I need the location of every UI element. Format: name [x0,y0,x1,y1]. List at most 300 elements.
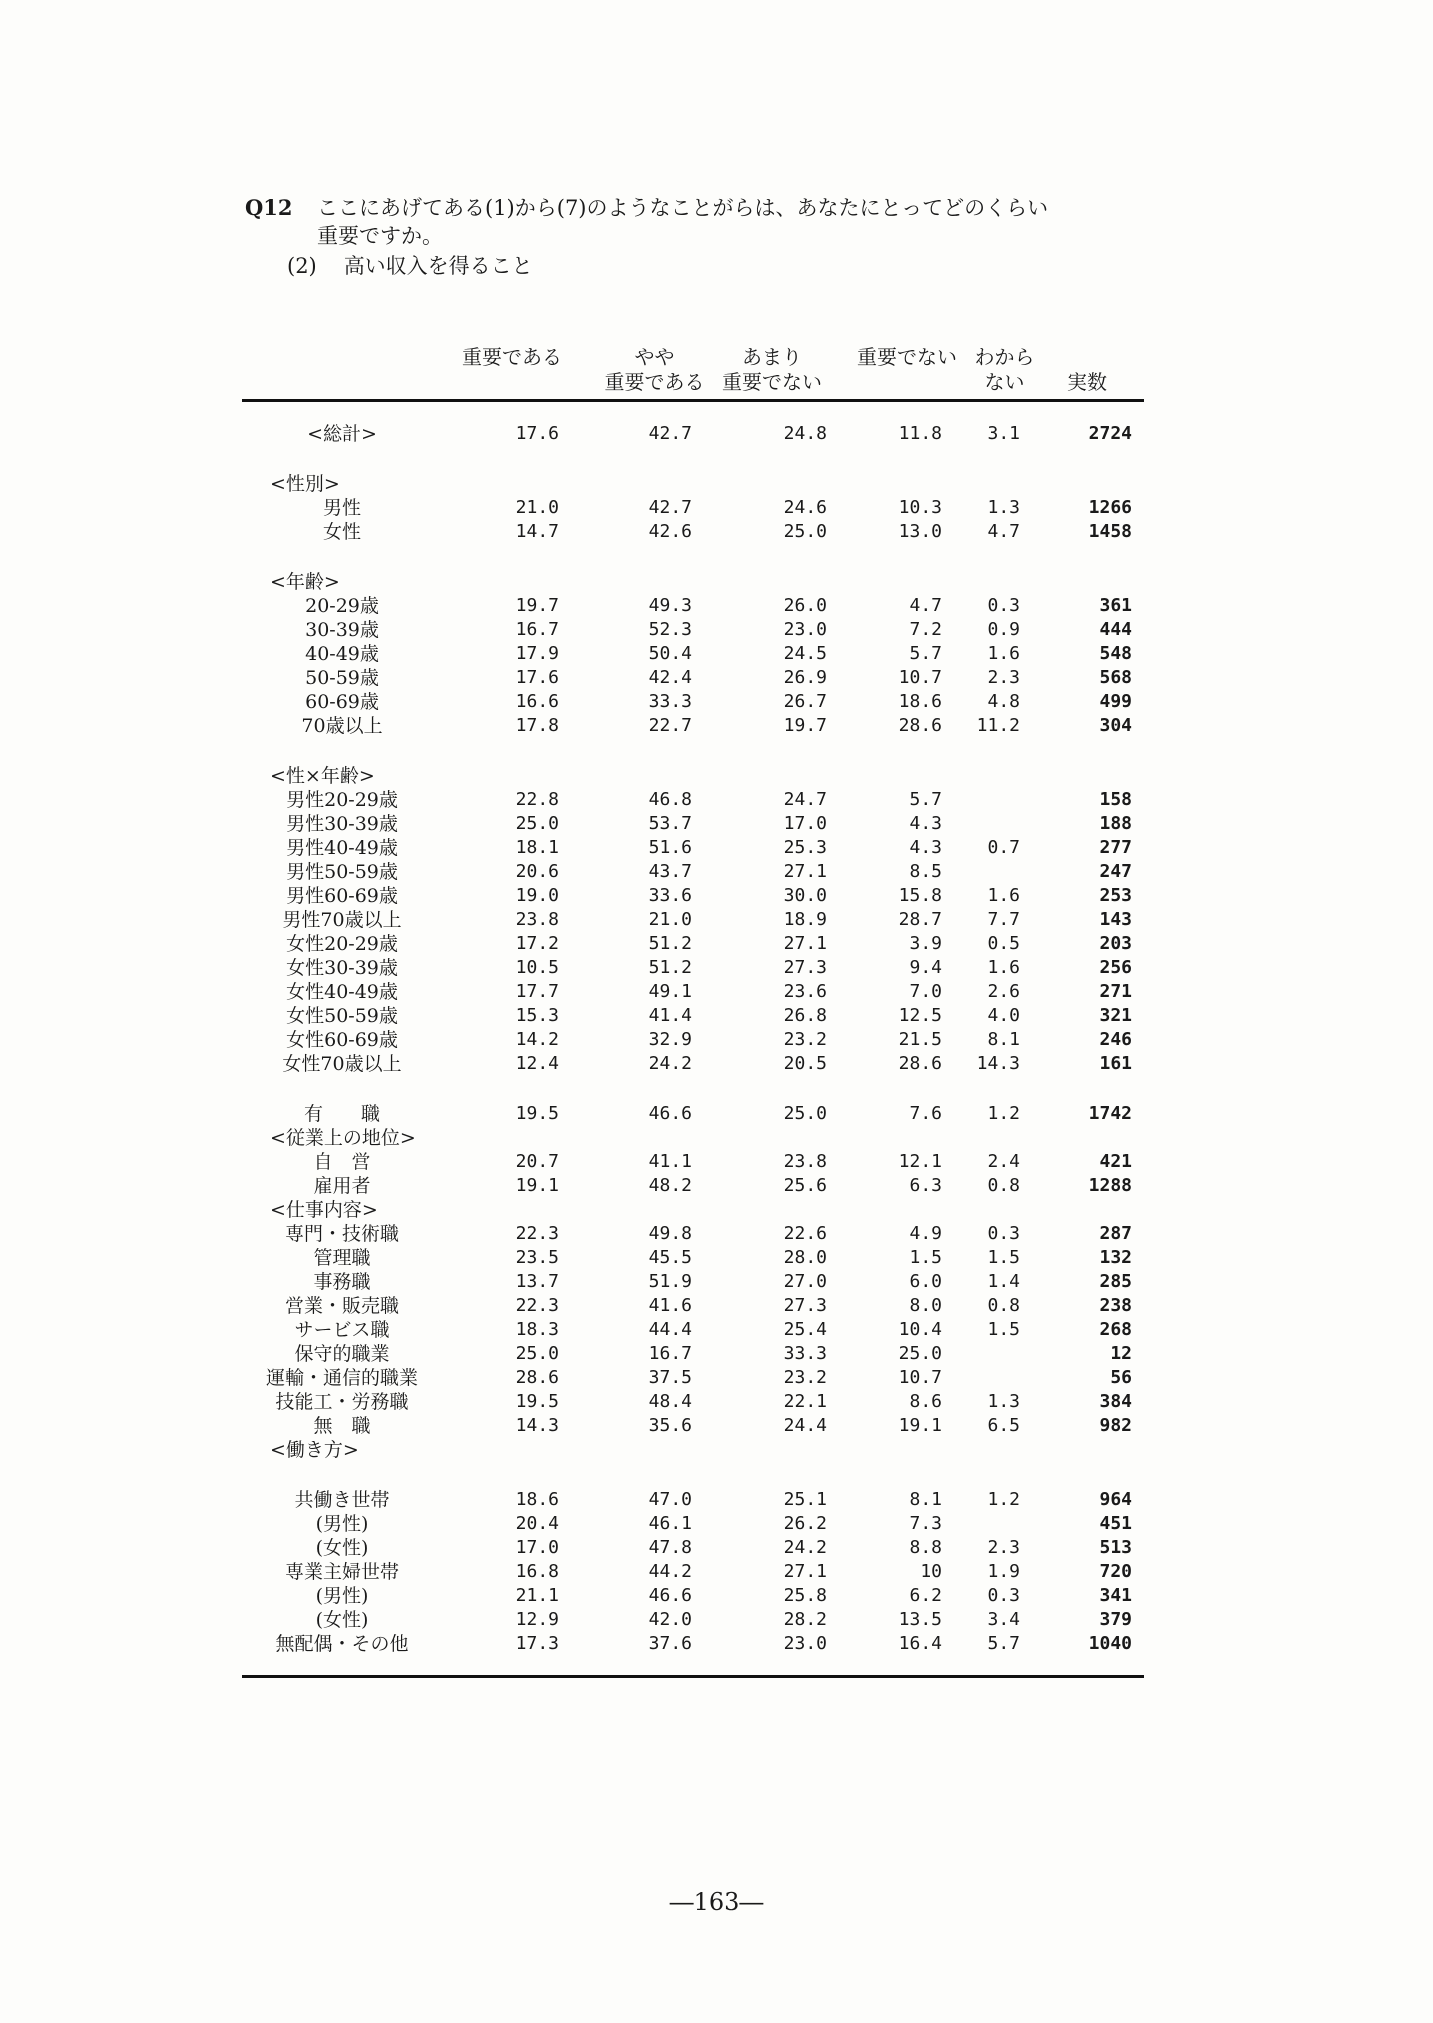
cell-somewhat-important: 44.4 [648,1319,692,1340]
cell-not-very-important: 27.1 [783,933,827,954]
cell-somewhat-important: 48.2 [648,1175,692,1196]
cell-not-very-important: 25.6 [783,1175,827,1196]
cell-count: 384 [1099,1391,1132,1412]
row-label: 女性60-69歳 [286,1029,398,1051]
cell-not-important: 8.1 [909,1489,942,1510]
cell-not-very-important: 17.0 [783,813,827,834]
cell-count: 1040 [1088,1633,1132,1654]
table-row [242,1414,1144,1438]
cell-count: 720 [1099,1561,1132,1582]
row-label: <性別> [270,473,340,495]
row-label: 男性50-59歳 [286,861,398,883]
cell-count: 132 [1099,1247,1132,1268]
row-label: (男性) [315,1585,369,1607]
table-row [242,1174,1144,1198]
cell-count: 268 [1099,1319,1132,1340]
cell-somewhat-important: 41.6 [648,1295,692,1316]
cell-important: 12.9 [515,1609,559,1630]
cell-not-important: 4.9 [909,1223,942,1244]
table-row [242,1102,1144,1126]
table-row [242,666,1144,690]
row-label: 女性 [322,521,361,543]
table-row [242,860,1144,884]
cell-somewhat-important: 46.8 [648,789,692,810]
cell-not-important: 7.0 [909,981,942,1002]
cell-not-important: 4.3 [909,837,942,858]
cell-not-very-important: 25.3 [783,837,827,858]
cell-dont-know: 1.2 [987,1103,1020,1124]
cell-important: 17.6 [515,423,559,444]
table-row [242,932,1144,956]
question-line2: 重要ですか。 [317,224,443,248]
col-header-count: 実数 [1067,370,1107,394]
row-label: 男性 [322,497,361,519]
row-label: 40-49歳 [305,643,379,665]
cell-important: 19.1 [515,1175,559,1196]
cell-somewhat-important: 41.4 [648,1005,692,1026]
cell-not-very-important: 23.2 [783,1367,827,1388]
cell-not-important: 10.7 [898,1367,942,1388]
subitem-number: (2) [287,254,317,278]
cell-not-important: 7.6 [909,1103,942,1124]
cell-count: 444 [1099,619,1132,640]
cell-important: 14.3 [515,1415,559,1436]
cell-important: 13.7 [515,1271,559,1292]
cell-important: 18.6 [515,1489,559,1510]
cell-somewhat-important: 42.7 [648,423,692,444]
table-row [242,1294,1144,1318]
table-row [242,1366,1144,1390]
cell-somewhat-important: 51.2 [648,957,692,978]
cell-not-important: 11.8 [898,423,942,444]
question-line1: ここにあげてある(1)から(7)のようなことがらは、あなたにとってどのくらい [317,196,1049,220]
results-table [242,0,1144,2023]
cell-somewhat-important: 24.2 [648,1053,692,1074]
cell-not-important: 21.5 [898,1029,942,1050]
cell-dont-know: 14.3 [976,1053,1020,1074]
row-label: <年齢> [270,571,340,593]
cell-somewhat-important: 47.8 [648,1537,692,1558]
cell-dont-know: 1.3 [987,1391,1020,1412]
cell-not-important: 6.2 [909,1585,942,1606]
cell-somewhat-important: 33.6 [648,885,692,906]
row-label: 70歳以上 [301,715,383,737]
table-row [242,422,1144,446]
cell-not-important: 16.4 [898,1633,942,1654]
cell-dont-know: 1.5 [987,1319,1020,1340]
cell-important: 25.0 [515,1343,559,1364]
cell-not-important: 15.8 [898,885,942,906]
cell-count: 271 [1099,981,1132,1002]
cell-not-important: 8.8 [909,1537,942,1558]
table-row [242,764,1144,788]
cell-somewhat-important: 49.8 [648,1223,692,1244]
cell-somewhat-important: 44.2 [648,1561,692,1582]
cell-dont-know: 4.8 [987,691,1020,712]
cell-important: 16.7 [515,619,559,640]
cell-not-very-important: 23.0 [783,619,827,640]
table-row [242,1052,1144,1076]
cell-somewhat-important: 49.3 [648,595,692,616]
table-row [242,1004,1144,1028]
cell-count: 203 [1099,933,1132,954]
cell-not-very-important: 26.8 [783,1005,827,1026]
table-row [242,1222,1144,1246]
row-label: (女性) [315,1537,369,1559]
cell-not-important: 10.3 [898,497,942,518]
cell-not-very-important: 26.2 [783,1513,827,1534]
cell-dont-know: 1.6 [987,643,1020,664]
cell-count: 277 [1099,837,1132,858]
cell-somewhat-important: 33.3 [648,691,692,712]
cell-important: 28.6 [515,1367,559,1388]
cell-not-important: 13.5 [898,1609,942,1630]
cell-somewhat-important: 41.1 [648,1151,692,1172]
row-label: <仕事内容> [270,1199,378,1221]
row-label: <従業上の地位> [270,1127,416,1149]
cell-dont-know: 0.3 [987,1585,1020,1606]
cell-important: 12.4 [515,1053,559,1074]
row-label: 事務職 [313,1271,371,1293]
row-label: 60-69歳 [305,691,379,713]
row-label: 運輸・通信的職業 [265,1367,418,1389]
cell-somewhat-important: 43.7 [648,861,692,882]
cell-important: 19.5 [515,1103,559,1124]
table-row [242,788,1144,812]
cell-count: 304 [1099,715,1132,736]
cell-count: 321 [1099,1005,1132,1026]
cell-dont-know: 0.7 [987,837,1020,858]
cell-count: 12 [1110,1343,1132,1364]
row-label: <性×年齢> [270,765,375,787]
cell-somewhat-important: 47.0 [648,1489,692,1510]
cell-not-very-important: 24.4 [783,1415,827,1436]
cell-dont-know: 0.3 [987,1223,1020,1244]
cell-count: 285 [1099,1271,1132,1292]
cell-important: 20.4 [515,1513,559,1534]
cell-somewhat-important: 42.7 [648,497,692,518]
cell-important: 20.6 [515,861,559,882]
cell-somewhat-important: 37.5 [648,1367,692,1388]
cell-somewhat-important: 42.4 [648,667,692,688]
cell-count: 247 [1099,861,1132,882]
cell-important: 25.0 [515,813,559,834]
cell-important: 16.6 [515,691,559,712]
cell-important: 18.3 [515,1319,559,1340]
row-label: 女性50-59歳 [286,1005,398,1027]
cell-not-important: 5.7 [909,789,942,810]
cell-somewhat-important: 46.1 [648,1513,692,1534]
row-label: 共働き世帯 [294,1489,390,1511]
row-label: 男性30-39歳 [286,813,398,835]
cell-dont-know: 2.6 [987,981,1020,1002]
cell-important: 22.8 [515,789,559,810]
table-row [242,618,1144,642]
cell-somewhat-important: 22.7 [648,715,692,736]
cell-not-very-important: 27.0 [783,1271,827,1292]
row-label: 男性40-49歳 [286,837,398,859]
cell-not-important: 28.7 [898,909,942,930]
cell-somewhat-important: 21.0 [648,909,692,930]
row-label: 男性70歳以上 [282,909,402,931]
table-row [242,884,1144,908]
cell-not-important: 10 [920,1561,942,1582]
cell-count: 246 [1099,1029,1132,1050]
table-row [242,714,1144,738]
cell-dont-know: 3.4 [987,1609,1020,1630]
cell-somewhat-important: 42.0 [648,1609,692,1630]
cell-not-important: 10.4 [898,1319,942,1340]
cell-important: 15.3 [515,1005,559,1026]
cell-not-very-important: 27.1 [783,1561,827,1582]
table-row [242,594,1144,618]
cell-dont-know: 4.7 [987,521,1020,542]
row-label: 有 職 [303,1103,380,1125]
cell-not-important: 7.3 [909,1513,942,1534]
cell-dont-know: 3.1 [987,423,1020,444]
table-row [242,908,1144,932]
table-row [242,812,1144,836]
cell-important: 17.7 [515,981,559,1002]
cell-not-very-important: 26.0 [783,595,827,616]
table-row [242,956,1144,980]
cell-somewhat-important: 45.5 [648,1247,692,1268]
cell-dont-know: 0.8 [987,1175,1020,1196]
table-row [242,1390,1144,1414]
cell-important: 19.0 [515,885,559,906]
cell-dont-know: 4.0 [987,1005,1020,1026]
cell-count: 982 [1099,1415,1132,1436]
cell-dont-know: 8.1 [987,1029,1020,1050]
cell-count: 256 [1099,957,1132,978]
cell-count: 499 [1099,691,1132,712]
cell-important: 10.5 [515,957,559,978]
cell-important: 17.6 [515,667,559,688]
cell-not-important: 7.2 [909,619,942,640]
row-label: <働き方> [270,1439,359,1461]
cell-not-important: 28.6 [898,1053,942,1074]
table-row [242,1028,1144,1052]
question-number: Q12 [245,195,293,220]
cell-not-very-important: 23.2 [783,1029,827,1050]
cell-dont-know: 2.4 [987,1151,1020,1172]
row-label: 女性40-49歳 [286,981,398,1003]
row-label: 50-59歳 [305,667,379,689]
cell-not-very-important: 26.7 [783,691,827,712]
row-label: 無配偶・その他 [275,1633,409,1655]
cell-somewhat-important: 52.3 [648,619,692,640]
cell-count: 1742 [1088,1103,1132,1124]
cell-not-very-important: 25.0 [783,521,827,542]
cell-dont-know: 0.9 [987,619,1020,640]
cell-not-important: 8.0 [909,1295,942,1316]
cell-not-important: 6.3 [909,1175,942,1196]
cell-count: 361 [1099,595,1132,616]
cell-not-important: 9.4 [909,957,942,978]
row-label: 保守的職業 [294,1343,390,1365]
cell-not-important: 8.5 [909,861,942,882]
cell-not-important: 6.0 [909,1271,942,1292]
cell-not-very-important: 28.2 [783,1609,827,1630]
table-row [242,1438,1144,1462]
cell-dont-know: 1.5 [987,1247,1020,1268]
table-row [242,1608,1144,1632]
cell-not-important: 28.6 [898,715,942,736]
cell-important: 21.0 [515,497,559,518]
cell-somewhat-important: 42.6 [648,521,692,542]
table-row [242,1488,1144,1512]
row-label: 専門・技術職 [284,1223,399,1245]
cell-count: 158 [1099,789,1132,810]
cell-not-important: 12.1 [898,1151,942,1172]
cell-not-very-important: 24.7 [783,789,827,810]
cell-count: 2724 [1088,423,1132,444]
row-label: 20-29歳 [305,595,379,617]
cell-not-important: 4.3 [909,813,942,834]
cell-count: 513 [1099,1537,1132,1558]
cell-dont-know: 1.2 [987,1489,1020,1510]
cell-dont-know: 0.3 [987,595,1020,616]
table-row [242,1560,1144,1584]
cell-not-important: 3.9 [909,933,942,954]
row-label: (男性) [315,1513,369,1535]
cell-count: 451 [1099,1513,1132,1534]
cell-not-important: 4.7 [909,595,942,616]
table-row [242,980,1144,1004]
cell-count: 379 [1099,1609,1132,1630]
cell-somewhat-important: 32.9 [648,1029,692,1050]
cell-important: 14.7 [515,521,559,542]
cell-dont-know: 11.2 [976,715,1020,736]
cell-somewhat-important: 50.4 [648,643,692,664]
row-label: 雇用者 [313,1175,371,1197]
cell-count: 1266 [1088,497,1132,518]
cell-not-very-important: 22.6 [783,1223,827,1244]
cell-dont-know: 1.4 [987,1271,1020,1292]
col-header-not-very-important: あまり 重要でない [722,345,822,394]
header-rule [242,399,1144,402]
col-header-important: 重要である [462,345,562,369]
cell-important: 14.2 [515,1029,559,1050]
cell-somewhat-important: 51.6 [648,837,692,858]
cell-count: 548 [1099,643,1132,664]
cell-count: 421 [1099,1151,1132,1172]
table-row [242,642,1144,666]
cell-not-very-important: 27.1 [783,861,827,882]
cell-not-very-important: 25.8 [783,1585,827,1606]
cell-not-very-important: 33.3 [783,1343,827,1364]
cell-important: 16.8 [515,1561,559,1582]
cell-not-very-important: 27.3 [783,957,827,978]
cell-somewhat-important: 53.7 [648,813,692,834]
cell-not-important: 1.5 [909,1247,942,1268]
cell-dont-know: 1.6 [987,885,1020,906]
cell-not-very-important: 26.9 [783,667,827,688]
table-row [242,690,1144,714]
cell-dont-know: 1.3 [987,497,1020,518]
row-label: 技能工・労務職 [275,1391,409,1413]
cell-important: 21.1 [515,1585,559,1606]
cell-important: 17.0 [515,1537,559,1558]
cell-somewhat-important: 16.7 [648,1343,692,1364]
cell-important: 18.1 [515,837,559,858]
cell-not-very-important: 20.5 [783,1053,827,1074]
cell-count: 56 [1110,1367,1132,1388]
table-row [242,1150,1144,1174]
subitem-text: 高い収入を得ること [343,254,533,278]
cell-not-very-important: 24.6 [783,497,827,518]
row-label: 女性20-29歳 [286,933,398,955]
cell-count: 341 [1099,1585,1132,1606]
table-row [242,570,1144,594]
cell-not-important: 5.7 [909,643,942,664]
cell-not-very-important: 23.8 [783,1151,827,1172]
cell-count: 253 [1099,885,1132,906]
page-number: ―163― [669,1888,764,1916]
table-row [242,836,1144,860]
cell-important: 17.3 [515,1633,559,1654]
cell-not-very-important: 18.9 [783,909,827,930]
cell-not-very-important: 22.1 [783,1391,827,1412]
row-label: 無 職 [313,1415,371,1437]
row-label: <総計> [307,423,377,445]
cell-important: 17.8 [515,715,559,736]
cell-somewhat-important: 35.6 [648,1415,692,1436]
cell-dont-know: 7.7 [987,909,1020,930]
cell-dont-know: 2.3 [987,667,1020,688]
table-row [242,1198,1144,1222]
row-label: 自 営 [313,1151,371,1173]
col-header-not-important: 重要でない [857,345,957,369]
cell-count: 964 [1099,1489,1132,1510]
cell-not-important: 18.6 [898,691,942,712]
cell-somewhat-important: 48.4 [648,1391,692,1412]
cell-not-very-important: 23.0 [783,1633,827,1654]
cell-not-important: 10.7 [898,667,942,688]
row-label: 男性20-29歳 [286,789,398,811]
cell-not-very-important: 27.3 [783,1295,827,1316]
cell-dont-know: 0.5 [987,933,1020,954]
cell-important: 23.8 [515,909,559,930]
cell-important: 23.5 [515,1247,559,1268]
row-label: 専業主婦世帯 [284,1561,399,1583]
col-header-somewhat-important: やや 重要である [604,345,705,394]
table-row [242,1536,1144,1560]
cell-not-very-important: 30.0 [783,885,827,906]
cell-not-important: 13.0 [898,521,942,542]
row-label: (女性) [315,1609,369,1631]
cell-count: 568 [1099,667,1132,688]
cell-dont-know: 6.5 [987,1415,1020,1436]
cell-count: 1288 [1088,1175,1132,1196]
row-label: 営業・販売職 [284,1295,399,1317]
row-label: 男性60-69歳 [286,885,398,907]
cell-somewhat-important: 46.6 [648,1103,692,1124]
cell-dont-know: 1.6 [987,957,1020,978]
cell-important: 22.3 [515,1295,559,1316]
cell-count: 143 [1099,909,1132,930]
table-row [242,1584,1144,1608]
cell-not-important: 12.5 [898,1005,942,1026]
col-header-dont-know: わから ない [974,345,1035,394]
cell-not-important: 19.1 [898,1415,942,1436]
cell-somewhat-important: 51.2 [648,933,692,954]
cell-not-very-important: 24.8 [783,423,827,444]
cell-important: 20.7 [515,1151,559,1172]
cell-not-very-important: 28.0 [783,1247,827,1268]
cell-important: 22.3 [515,1223,559,1244]
row-label: 管理職 [313,1247,371,1269]
